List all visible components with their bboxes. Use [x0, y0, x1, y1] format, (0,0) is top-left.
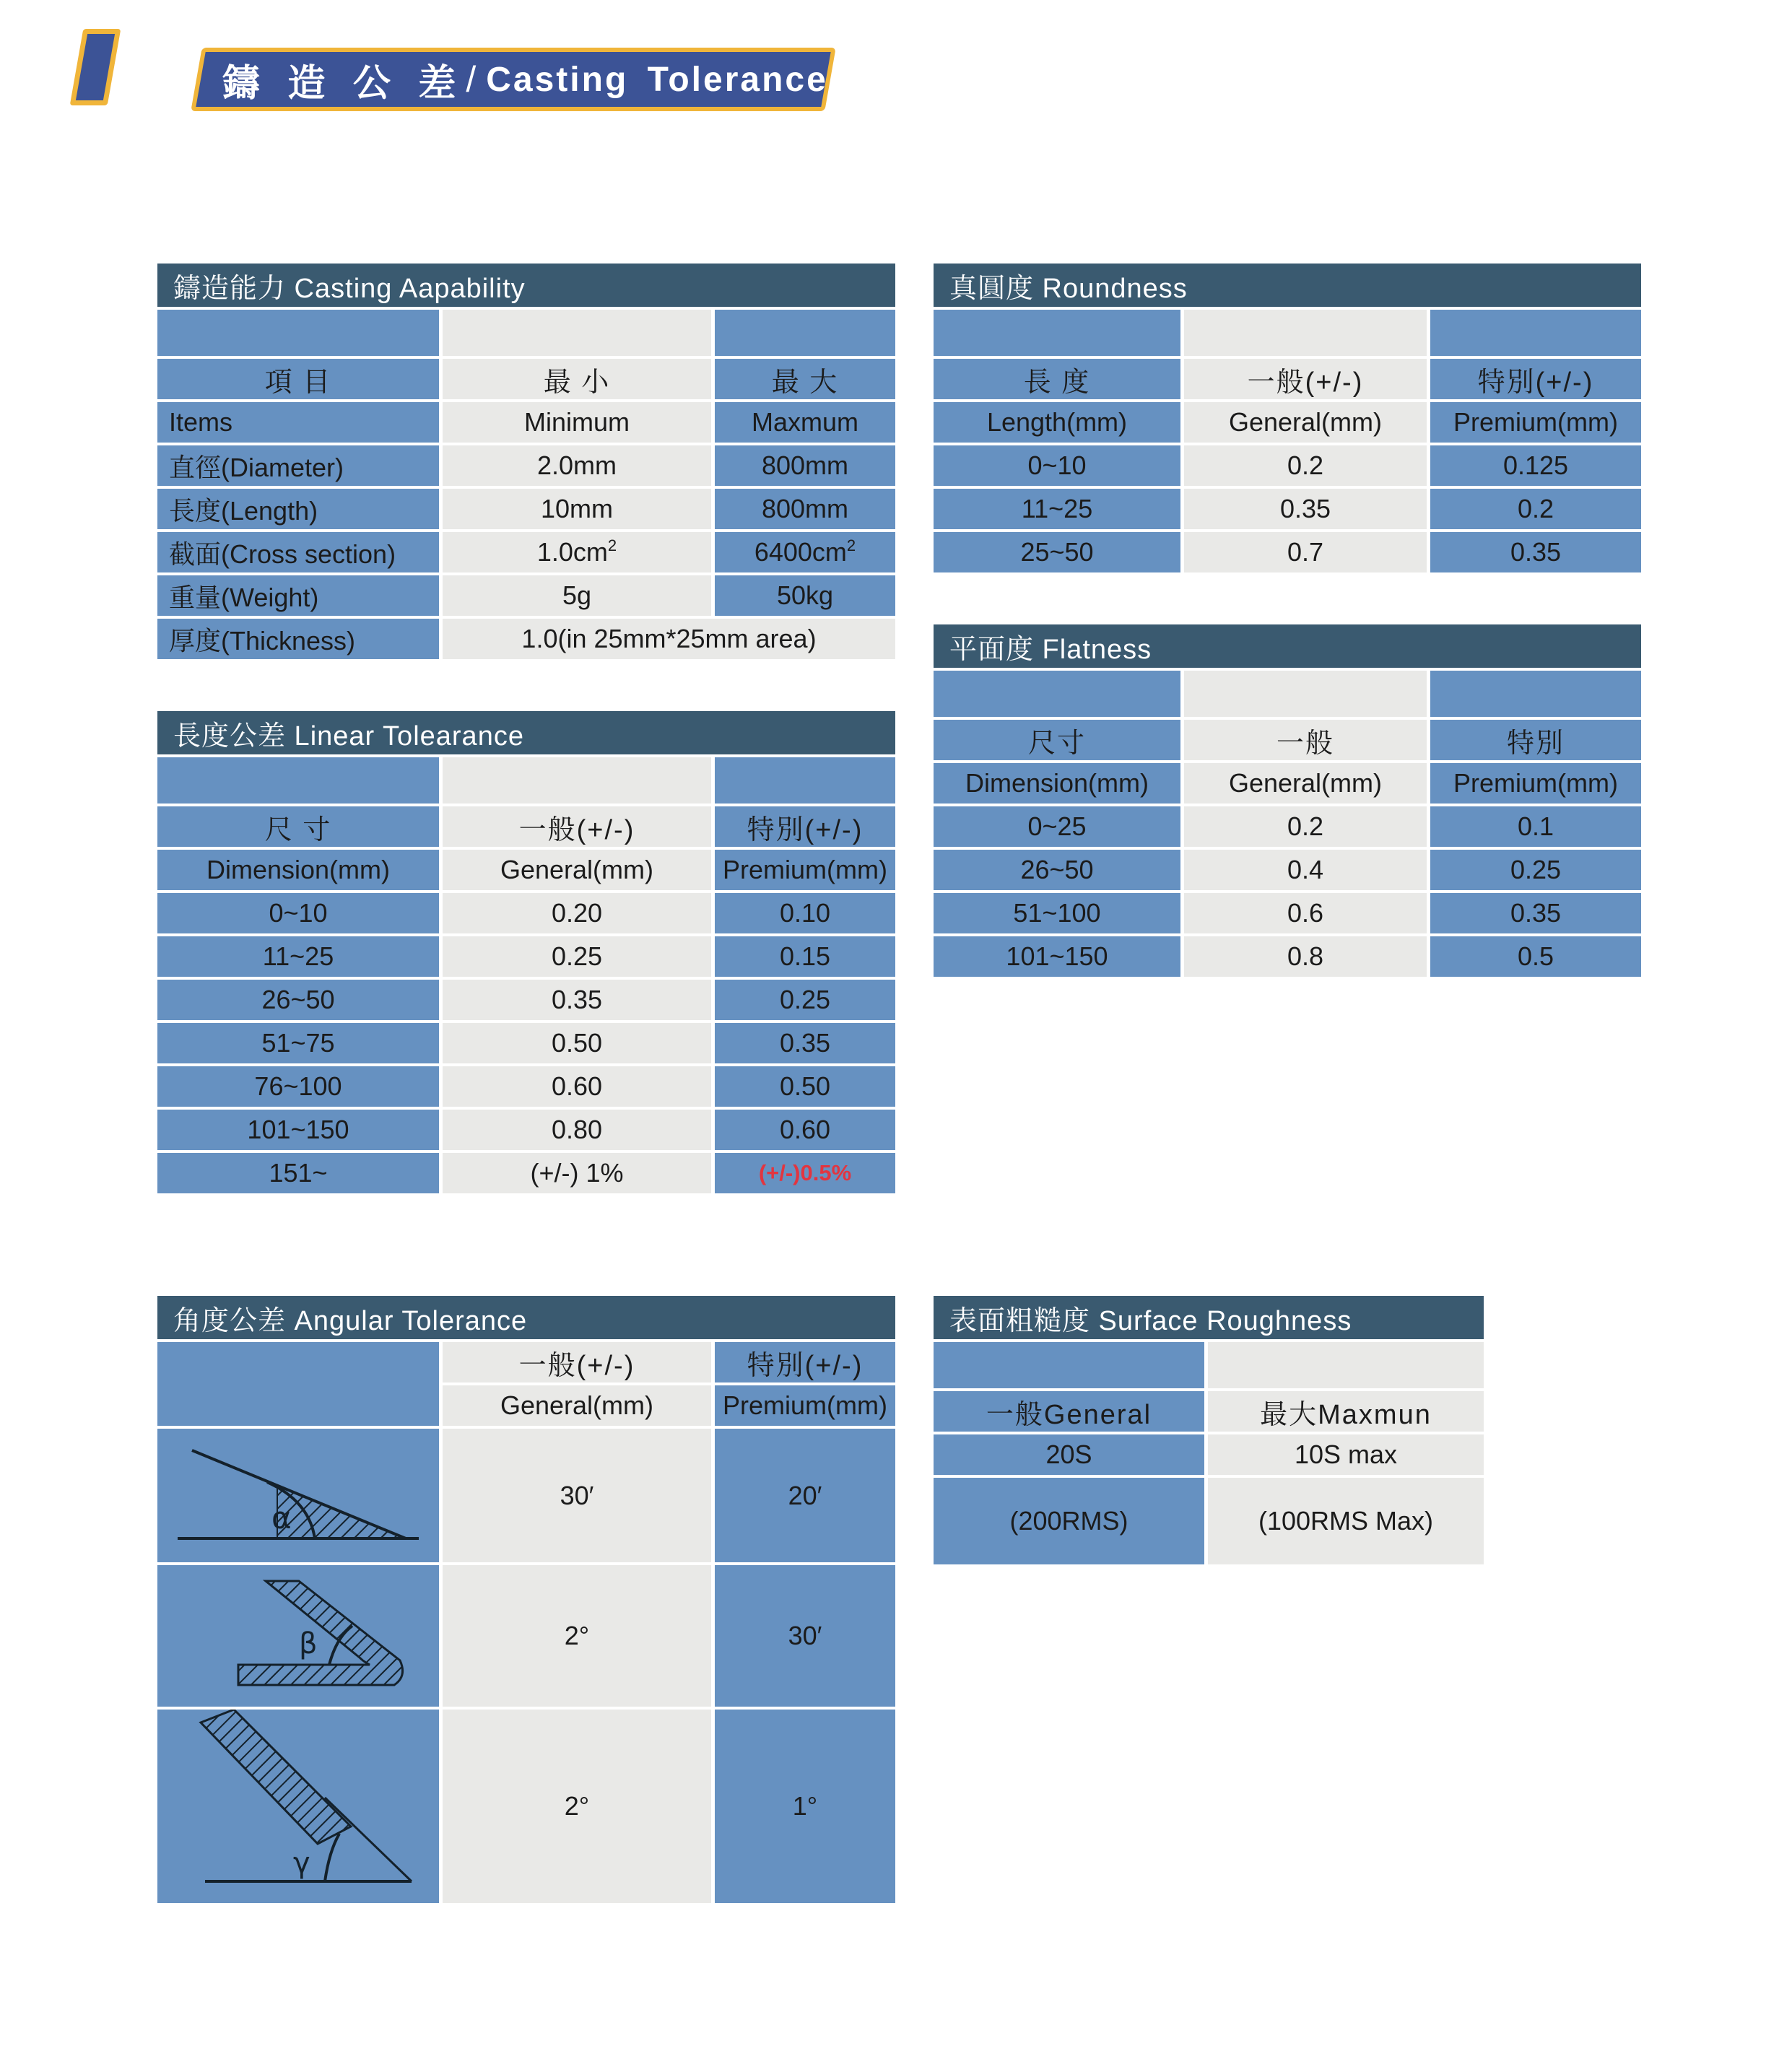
cell-range: 26~50: [934, 850, 1180, 890]
cell-general: 0.25: [443, 936, 711, 977]
column-header-zh: 一般: [1184, 720, 1427, 760]
row-label: 直徑(Diameter): [157, 445, 439, 486]
column-header-en: Premium(mm): [715, 850, 895, 890]
casting-capability-title: 鑄造能力 Casting Aapability: [157, 264, 895, 307]
cell-premium: 0.35: [1430, 532, 1641, 572]
spacer-cell: [715, 310, 895, 356]
beta-angle-diagram: [157, 1565, 439, 1707]
column-header-en: General(mm): [443, 850, 711, 890]
row-label: 厚度(Thickness): [157, 619, 439, 659]
cell-premium: 0.35: [1430, 893, 1641, 933]
column-header-en: General(mm): [1184, 402, 1427, 443]
spacer-cell: [157, 310, 439, 356]
cell-range: 25~50: [934, 532, 1180, 572]
spacer-cell: [934, 1342, 1204, 1388]
roundness-title: 真圓度 Roundness: [934, 264, 1641, 307]
column-header-min-zh: 最 小: [443, 359, 711, 399]
cell-general: 0.50: [443, 1023, 711, 1063]
cell-max-rms: (100RMS Max): [1208, 1478, 1484, 1564]
cell-premium: 0.1: [1430, 806, 1641, 847]
cell-general: 0.4: [1184, 850, 1427, 890]
spacer-cell: [157, 1342, 439, 1426]
cell-premium: 20′: [715, 1429, 895, 1562]
column-header-en: Dimension(mm): [157, 850, 439, 890]
cell-premium: 30′: [715, 1565, 895, 1707]
spacer-cell: [1430, 671, 1641, 717]
cell-premium: 0.10: [715, 893, 895, 933]
cell-max-roughness: 10S max: [1208, 1434, 1484, 1475]
cell-max-superscript: 2: [846, 536, 856, 554]
cell-thickness-value: 1.0(in 25mm*25mm area): [443, 619, 895, 659]
spacer-cell: [443, 310, 711, 356]
column-header-premium-zh: 特別(+/-): [715, 1342, 895, 1382]
spacer-cell: [1430, 310, 1641, 356]
cell-min: [443, 532, 711, 572]
cell-general: 0.2: [1184, 445, 1427, 486]
cell-max: 800mm: [715, 445, 895, 486]
cell-general: 2°: [443, 1710, 711, 1903]
cell-range: 101~150: [934, 936, 1180, 977]
row-label: 長度(Length): [157, 489, 439, 529]
alpha-symbol: α: [271, 1500, 292, 1536]
spacer-cell: [157, 757, 439, 804]
column-header-item-zh: 項 目: [157, 359, 439, 399]
column-header-en: Premium(mm): [1430, 763, 1641, 804]
spacer-cell: [715, 757, 895, 804]
cell-general: 30′: [443, 1429, 711, 1562]
cell-premium: 0.60: [715, 1110, 895, 1150]
cell-max: 800mm: [715, 489, 895, 529]
linear-tolerance-title: 長度公差 Linear Tolearance: [157, 711, 895, 754]
cell-premium: 1°: [715, 1710, 895, 1903]
column-header-zh: 特別: [1430, 720, 1641, 760]
row-label: 重量(Weight): [157, 575, 439, 616]
gamma-symbol: γ: [293, 1847, 310, 1880]
surface-roughness-table: [934, 1296, 1484, 1564]
spacer-cell: [1184, 310, 1427, 356]
cell-range: 0~10: [934, 445, 1180, 486]
cell-premium: 0.35: [715, 1023, 895, 1063]
cell-range: 0~10: [157, 893, 439, 933]
gamma-angle-diagram: [157, 1710, 439, 1903]
roundness-table: [934, 264, 1641, 572]
spacer-cell: [934, 310, 1180, 356]
cell-range: 11~25: [157, 936, 439, 977]
spacer-cell: [1184, 671, 1427, 717]
column-header-general-zh: 一般(+/-): [443, 1342, 711, 1382]
flatness-table: [934, 624, 1641, 977]
column-header-zh: 尺寸: [934, 720, 1180, 760]
column-header-zh: 長 度: [934, 359, 1180, 399]
page-title: [222, 48, 828, 111]
cell-max: [715, 532, 895, 572]
cell-premium: 0.2: [1430, 489, 1641, 529]
cell-general: 2°: [443, 1565, 711, 1707]
cell-min-value: 1.0cm: [536, 537, 608, 567]
cell-general: 0.35: [1184, 489, 1427, 529]
cell-max: 50kg: [715, 575, 895, 616]
cell-range: 51~75: [157, 1023, 439, 1063]
angular-tolerance-table: [157, 1296, 895, 1903]
column-header-zh: 一般(+/-): [443, 806, 711, 847]
column-header-max-en: Maxmum: [715, 402, 895, 443]
cell-min: 5g: [443, 575, 711, 616]
cell-general: 0.80: [443, 1110, 711, 1150]
cell-premium: 0.125: [1430, 445, 1641, 486]
banner-accent-shape: [70, 29, 121, 105]
cell-general: 0.20: [443, 893, 711, 933]
cell-general-rms: (200RMS): [934, 1478, 1204, 1564]
angular-tolerance-title: 角度公差 Angular Tolerance: [157, 1296, 895, 1339]
page-title-separator: /: [466, 59, 477, 100]
spacer-cell: [443, 757, 711, 804]
flatness-title: 平面度 Flatness: [934, 624, 1641, 668]
cell-range: 26~50: [157, 980, 439, 1020]
cell-general: 0.8: [1184, 936, 1427, 977]
cell-general: 0.7: [1184, 532, 1427, 572]
alpha-angle-diagram: [157, 1429, 439, 1562]
spacer-cell: [1208, 1342, 1484, 1388]
cell-max-value: 6400cm: [754, 537, 847, 567]
row-label: 截面(Cross section): [157, 532, 439, 572]
column-header-item-en: Items: [157, 402, 439, 443]
column-header-zh: 尺 寸: [157, 806, 439, 847]
casting-capability-table: [157, 264, 895, 659]
cell-range: 101~150: [157, 1110, 439, 1150]
page-title-zh: 鑄 造 公 差: [222, 62, 465, 105]
column-header-general: 一般General: [934, 1391, 1204, 1432]
cell-general: 0.2: [1184, 806, 1427, 847]
cell-range: 76~100: [157, 1066, 439, 1107]
column-header-general-en: General(mm): [443, 1385, 711, 1426]
cell-general: 0.6: [1184, 893, 1427, 933]
spacer-cell: [934, 671, 1180, 717]
cell-min-superscript: 2: [607, 536, 617, 554]
column-header-max: 最大Maxmun: [1208, 1391, 1484, 1432]
cell-general: 0.35: [443, 980, 711, 1020]
linear-tolerance-table: [157, 711, 895, 1193]
cell-range: 0~25: [934, 806, 1180, 847]
cell-general-roughness: 20S: [934, 1434, 1204, 1475]
cell-premium: 0.25: [715, 980, 895, 1020]
cell-premium: 0.25: [1430, 850, 1641, 890]
column-header-zh: 特別(+/-): [1430, 359, 1641, 399]
column-header-en: Dimension(mm): [934, 763, 1180, 804]
cell-range: 151~: [157, 1153, 439, 1193]
page-title-en: Casting Tolerance: [486, 60, 828, 99]
column-header-zh: 特別(+/-): [715, 806, 895, 847]
column-header-en: Premium(mm): [1430, 402, 1641, 443]
cell-range: 11~25: [934, 489, 1180, 529]
cell-min: 10mm: [443, 489, 711, 529]
cell-range: 51~100: [934, 893, 1180, 933]
cell-min: 2.0mm: [443, 445, 711, 486]
surface-roughness-title: 表面粗糙度 Surface Roughness: [934, 1296, 1484, 1339]
cell-premium: 0.15: [715, 936, 895, 977]
column-header-en: General(mm): [1184, 763, 1427, 804]
column-header-max-zh: 最 大: [715, 359, 895, 399]
column-header-zh: 一般(+/-): [1184, 359, 1427, 399]
column-header-en: Length(mm): [934, 402, 1180, 443]
cell-premium: 0.50: [715, 1066, 895, 1107]
cell-general: 0.60: [443, 1066, 711, 1107]
cell-premium-highlight: (+/-)0.5%: [715, 1153, 895, 1193]
column-header-premium-en: Premium(mm): [715, 1385, 895, 1426]
cell-premium: 0.5: [1430, 936, 1641, 977]
column-header-min-en: Minimum: [443, 402, 711, 443]
beta-symbol: β: [299, 1627, 318, 1660]
cell-general: (+/-) 1%: [443, 1153, 711, 1193]
